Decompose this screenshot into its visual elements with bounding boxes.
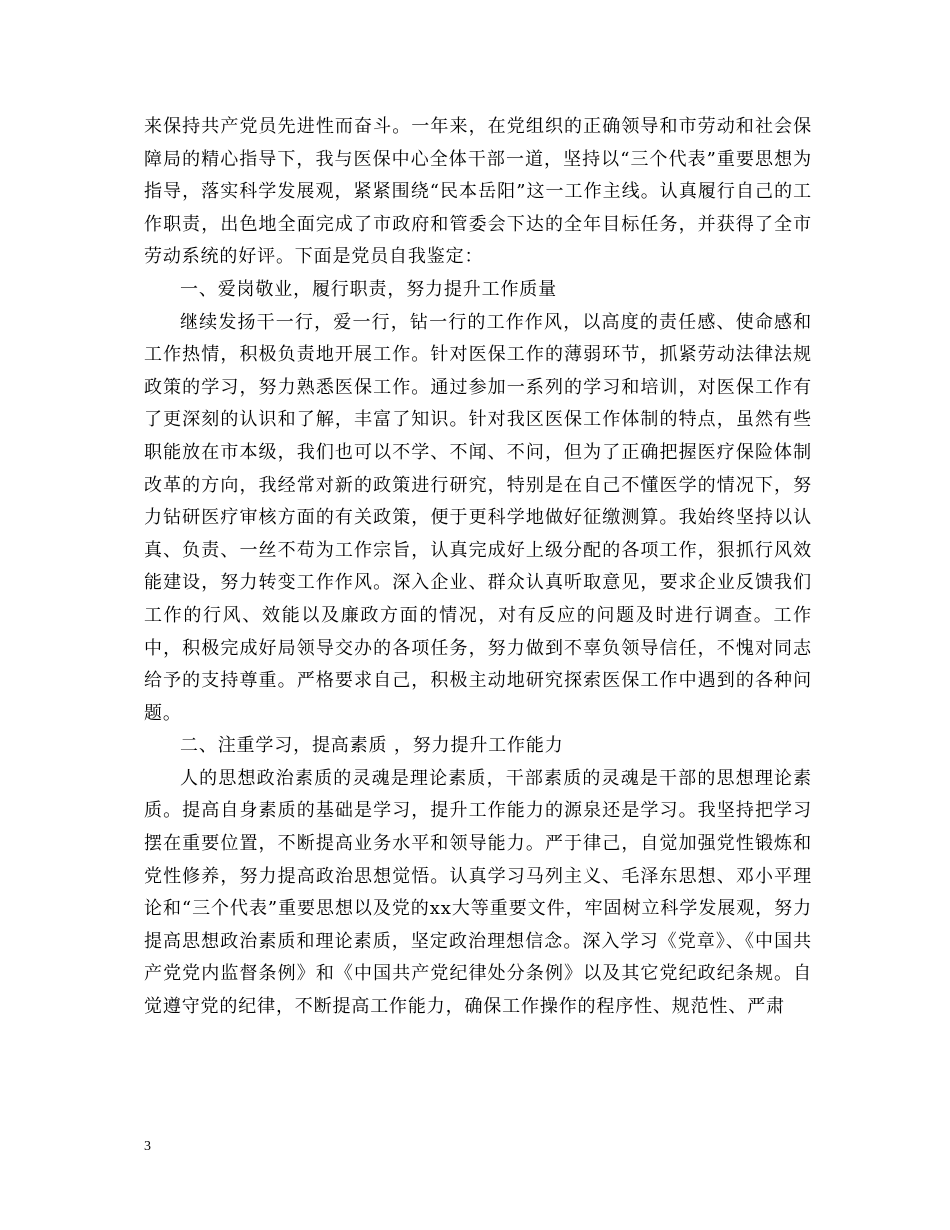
section-heading-1: 一、爱岗敬业，履行职责，努力提升工作质量 [180,278,557,300]
page-number: 3 [144,1139,151,1154]
body-paragraph-1: 来保持共产党员先进性而奋斗。一年来，在党组织的正确领导和市劳动和社会保障局的精心指导下，我与医保中心全体干部一道，坚持以“三个代表”重要思想为指导，落实科学发展观，紧紧围绕“民本岳阳”这一工作主线。认真履行自己的工作职责，出色地全面完成了市政府和管委会下达的全年目标任务，并获得了全市劳动系统的好评。下面是党员自我鉴定： [144,116,812,268]
body-paragraph-2: 继续发扬干一行，爱一行，钻一行的工作作风，以高度的责任感、使命感和工作热情，积极负责地开展工作。针对医保工作的薄弱环节，抓紧劳动法律法规政策的学习，努力熟悉医保工作。通过参加一系列的学习和培训，对医保工作有了更深刻的认识和了解，丰富了知识。针对我区医保工作体制的特点，虽然有些职能放在市本级，我们也可以不学、不闻、不问，但为了正确把握医疗保险体制改革的方向，我经常对新的政策进行研究，特别是在自己不懂医学的情况下，努力钻研医疗审核方面的有关政策，便于更科学地做好征缴测算。我始终坚持以认真、负责、一丝不苟为工作宗旨，认真完成好上级分配的各项工作，狠抓行风效能建设，努力转变工作作风。深入企业、群众认真听取意见，要求企业反馈我们工作的行风、效能以及廉政方面的情况，对有反应的问题及时进行调查。工作中，积极完成好局领导交办的各项任务，努力做到不辜负领导信任，不愧对同志给予的支持尊重。严格要求自己，积极主动地研究探索医保工作中遇到的各种问题。 [144,311,812,724]
document-body [144,111,812,1024]
section-heading-2: 二、注重学习，提高素质 ，努力提升工作能力 [180,735,564,757]
body-paragraph-3: 人的思想政治素质的灵魂是理论素质，干部素质的灵魂是干部的思想理论素质。提高自身素质的基础是学习，提升工作能力的源泉还是学习。我坚持把学习摆在重要位置，不断提高业务水平和领导能力。严于律己，自觉加强党性锻炼和党性修养，努力提高政治思想觉悟。认真学习马列主义、毛泽东思想、邓小平理论和“三个代表”重要思想以及党的xx大等重要文件，牢固树立科学发展观，努力提高思想政治素质和理论素质，坚定政治理想信念。深入学习《党章》、《中国共产党党内监督条例》和《中国共产党纪律处分条例》以及其它党纪政纪条规。自觉遵守党的纪律，不断提高工作能力，确保工作操作的程序性、规范性、严肃 [144,767,812,1018]
